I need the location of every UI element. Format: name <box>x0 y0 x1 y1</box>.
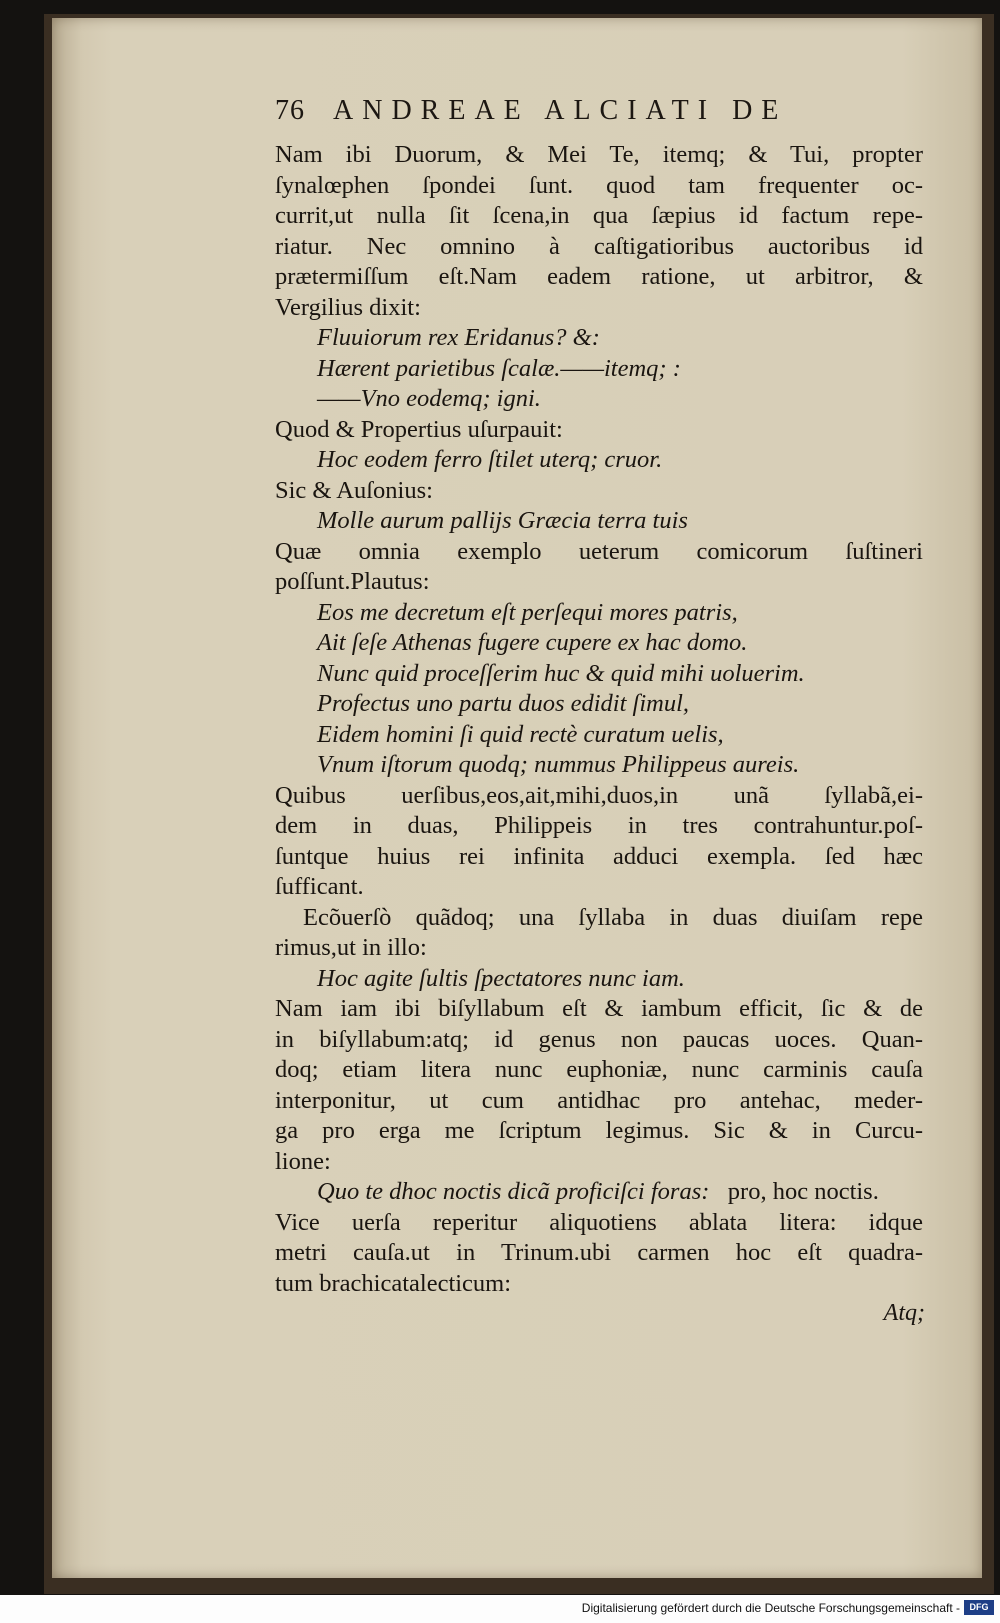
text-line: Quibus uerſibus,eos,ait,mihi,duos,in unã ſyllabã,ei- <box>275 781 923 809</box>
text-line: dem in duas, Philippeis in tres contrahuntur.poſ- <box>275 812 923 839</box>
page-number: 76 <box>275 95 305 126</box>
running-header <box>275 95 915 135</box>
verse-line: Eidem homini ſi quid rectè curatum uelis, <box>317 720 724 748</box>
verse-line: Nunc quid proceſſerim huc & quid mihi uoluerim. <box>317 659 805 687</box>
verse-line: Fluuiorum rex Eridanus? &: <box>317 324 600 351</box>
verse-line: Hærent parietibus ſcalæ.——itemq; : <box>317 354 681 382</box>
catchword: Atq; <box>883 1300 925 1326</box>
verse-line: Profectus uno partu duos edidit ſimul, <box>317 690 690 717</box>
text-line: Sic & Auſonius: <box>275 476 433 504</box>
dfg-logo-icon: DFG <box>964 1600 994 1615</box>
verse-line: Molle aurum pallijs Græcia terra tuis <box>317 507 688 534</box>
text-line: Quæ omnia exemplo ueterum comicorum ſuſtineri <box>275 537 923 565</box>
verse-line: Hoc eodem ferro ſtilet uterq; cruor. <box>317 446 663 473</box>
text-line: Quod & Propertius uſurpauit: <box>275 415 563 443</box>
running-title: ANDREAE ALCIATI DE <box>333 95 788 126</box>
text-line: poſſunt.Plautus: <box>275 568 430 595</box>
verse-line: Vnum iſtorum quodq; nummus Philippeus aureis. <box>317 751 800 778</box>
verse-line: Eos me decretum eſt perſequi mores patris, <box>317 598 738 626</box>
text-line: interponitur, ut cum antidhac pro antehac, meder- <box>275 1086 923 1114</box>
text-line: riatur. Nec omnino à caſtigatioribus auctoribus id <box>275 232 923 260</box>
verse-line: Hoc agite ſultis ſpectatores nunc iam. <box>317 964 685 992</box>
text-line: rimus,ut in illo: <box>275 934 427 961</box>
text-line: ſufficant. <box>275 873 364 900</box>
text-line: ga pro erga me ſcriptum legimus. Sic & in Curcu- <box>275 1117 923 1144</box>
verse-line: Ait ſeſe Athenas fugere cupere ex hac domo. <box>317 629 748 656</box>
text-line: currit,ut nulla ſit ſcena,in qua ſæpius id factum repe- <box>275 202 923 229</box>
text-line: Nam iam ibi biſyllabum eſt & iambum efficit, ſic & de <box>275 995 923 1022</box>
text-line: ſuntque huius rei infinita adduci exempla. ſed hæc <box>275 842 923 870</box>
text-line: metri cauſa.ut in Trinum.ubi carmen hoc eſt quadra- <box>275 1239 923 1266</box>
text-line: in biſyllabum:atq; id genus non paucas uoces. Quan- <box>275 1025 923 1053</box>
text-line: Vice uerſa reperitur aliquotiens ablata litera: idque <box>275 1208 923 1236</box>
text-line: Nam ibi Duorum, & Mei Te, itemq; & Tui, propter <box>275 141 923 168</box>
verse-gloss: pro, hoc noctis. <box>727 1178 879 1205</box>
digitization-footer <box>0 1595 1000 1623</box>
verse-quote: Quo te dhoc noctis dicã proficiſci foras: <box>317 1178 710 1205</box>
body-text <box>275 140 923 1299</box>
text-line: prætermiſſum eſt.Nam eadem ratione, ut arbitror, & <box>275 263 923 290</box>
verse-line: ——Vno eodemq; igni. <box>317 385 541 412</box>
text-line: ſynalœphen ſpondei ſunt. quod tam frequenter oc- <box>275 171 923 199</box>
text-line: Ecõuerſò quãdoq; una ſyllaba in duas diuiſam repe <box>303 903 923 931</box>
text-line: tum brachicatalecticum: <box>275 1269 512 1297</box>
verse-line <box>275 1177 923 1208</box>
text-line: Vergilius dixit: <box>275 293 421 321</box>
text-line: lione: <box>275 1147 331 1175</box>
footer-credit: Digitalisierung gefördert durch die Deutsche Forschungsgemeinschaft - <box>581 1601 960 1615</box>
text-line: doq; etiam litera nunc euphoniæ, nunc carminis cauſa <box>275 1056 923 1083</box>
